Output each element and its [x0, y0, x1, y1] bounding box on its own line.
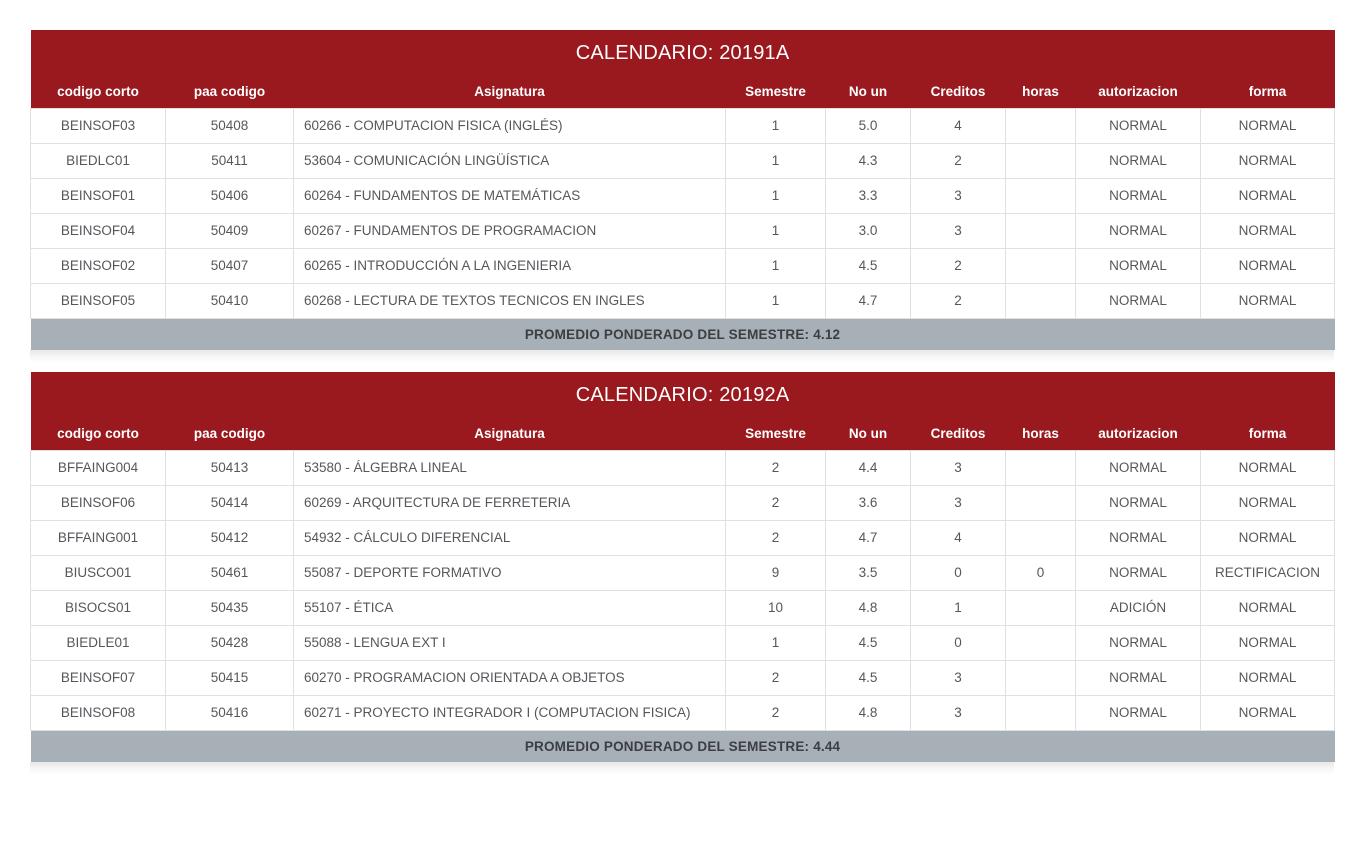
cell-horas — [1006, 450, 1076, 485]
cell-forma: NORMAL — [1201, 248, 1335, 283]
cell-horas — [1006, 695, 1076, 730]
cell-no-un: 5.0 — [826, 108, 911, 143]
cell-paa-codigo: 50435 — [166, 590, 294, 625]
cell-semestre: 1 — [726, 248, 826, 283]
column-header-autorizacion: autorizacion — [1076, 76, 1201, 108]
table-title: CALENDARIO: 20192A — [31, 372, 1335, 418]
cell-creditos: 3 — [911, 450, 1006, 485]
cell-no-un: 4.3 — [826, 143, 911, 178]
cell-forma: NORMAL — [1201, 485, 1335, 520]
calendar-tables-container — [30, 30, 1334, 775]
cell-semestre: 1 — [726, 108, 826, 143]
course-row — [31, 143, 1335, 178]
cell-codigo-corto: BFFAING004 — [31, 450, 166, 485]
cell-semestre: 2 — [726, 660, 826, 695]
cell-asignatura: 60268 - LECTURA DE TEXTOS TECNICOS EN INGLES — [294, 283, 726, 318]
course-row — [31, 248, 1335, 283]
cell-forma: NORMAL — [1201, 590, 1335, 625]
semester-average-footer: PROMEDIO PONDERADO DEL SEMESTRE: 4.12 — [31, 318, 1335, 350]
cell-no-un: 4.4 — [826, 450, 911, 485]
cell-codigo-corto: BIEDLE01 — [31, 625, 166, 660]
course-row — [31, 660, 1335, 695]
cell-asignatura: 60267 - FUNDAMENTOS DE PROGRAMACION — [294, 213, 726, 248]
cell-asignatura: 60266 - COMPUTACION FISICA (INGLÉS) — [294, 108, 726, 143]
cell-forma: NORMAL — [1201, 695, 1335, 730]
cell-asignatura: 55088 - LENGUA EXT I — [294, 625, 726, 660]
cell-forma: NORMAL — [1201, 520, 1335, 555]
cell-forma: RECTIFICACION — [1201, 555, 1335, 590]
cell-asignatura: 60269 - ARQUITECTURA DE FERRETERIA — [294, 485, 726, 520]
cell-autorizacion: NORMAL — [1076, 555, 1201, 590]
calendar-table — [30, 372, 1335, 762]
cell-autorizacion: NORMAL — [1076, 108, 1201, 143]
cell-semestre: 1 — [726, 143, 826, 178]
cell-horas — [1006, 625, 1076, 660]
cell-autorizacion: NORMAL — [1076, 660, 1201, 695]
column-header-forma: forma — [1201, 76, 1335, 108]
cell-autorizacion: NORMAL — [1076, 248, 1201, 283]
course-row — [31, 283, 1335, 318]
cell-codigo-corto: BEINSOF02 — [31, 248, 166, 283]
cell-codigo-corto: BEINSOF04 — [31, 213, 166, 248]
cell-no-un: 4.5 — [826, 625, 911, 660]
column-header-autorizacion: autorizacion — [1076, 418, 1201, 450]
column-header-paa-codigo: paa codigo — [166, 418, 294, 450]
cell-codigo-corto: BEINSOF05 — [31, 283, 166, 318]
cell-no-un: 4.7 — [826, 283, 911, 318]
course-row — [31, 485, 1335, 520]
cell-no-un: 3.5 — [826, 555, 911, 590]
column-header-semestre: Semestre — [726, 418, 826, 450]
cell-creditos: 3 — [911, 695, 1006, 730]
cell-forma: NORMAL — [1201, 213, 1335, 248]
cell-no-un: 3.0 — [826, 213, 911, 248]
cell-codigo-corto: BFFAING001 — [31, 520, 166, 555]
cell-forma: NORMAL — [1201, 108, 1335, 143]
cell-codigo-corto: BIEDLC01 — [31, 143, 166, 178]
cell-creditos: 2 — [911, 143, 1006, 178]
cell-no-un: 4.8 — [826, 590, 911, 625]
column-header-paa-codigo: paa codigo — [166, 76, 294, 108]
table-bottom-shadow — [30, 350, 1334, 363]
cell-autorizacion: NORMAL — [1076, 283, 1201, 318]
column-header-asignatura: Asignatura — [294, 418, 726, 450]
cell-horas — [1006, 213, 1076, 248]
course-row — [31, 555, 1335, 590]
column-header-semestre: Semestre — [726, 76, 826, 108]
cell-asignatura: 55107 - ÉTICA — [294, 590, 726, 625]
cell-horas — [1006, 485, 1076, 520]
cell-semestre: 2 — [726, 450, 826, 485]
course-row — [31, 625, 1335, 660]
course-row — [31, 108, 1335, 143]
cell-paa-codigo: 50461 — [166, 555, 294, 590]
cell-codigo-corto: BEINSOF03 — [31, 108, 166, 143]
column-header-codigo-corto: codigo corto — [31, 76, 166, 108]
cell-forma: NORMAL — [1201, 660, 1335, 695]
cell-creditos: 2 — [911, 283, 1006, 318]
cell-semestre: 1 — [726, 625, 826, 660]
cell-horas — [1006, 143, 1076, 178]
cell-creditos: 4 — [911, 520, 1006, 555]
cell-asignatura: 55087 - DEPORTE FORMATIVO — [294, 555, 726, 590]
cell-horas — [1006, 660, 1076, 695]
cell-semestre: 1 — [726, 178, 826, 213]
cell-autorizacion: NORMAL — [1076, 178, 1201, 213]
cell-paa-codigo: 50412 — [166, 520, 294, 555]
cell-creditos: 1 — [911, 590, 1006, 625]
title-row — [31, 30, 1335, 76]
cell-paa-codigo: 50408 — [166, 108, 294, 143]
course-row — [31, 450, 1335, 485]
cell-creditos: 0 — [911, 555, 1006, 590]
column-header-forma: forma — [1201, 418, 1335, 450]
summary-row — [31, 730, 1335, 762]
cell-creditos: 2 — [911, 248, 1006, 283]
cell-asignatura: 60264 - FUNDAMENTOS DE MATEMÁTICAS — [294, 178, 726, 213]
summary-row — [31, 318, 1335, 350]
cell-autorizacion: NORMAL — [1076, 520, 1201, 555]
title-row — [31, 372, 1335, 418]
cell-asignatura: 60271 - PROYECTO INTEGRADOR I (COMPUTACION FISICA) — [294, 695, 726, 730]
cell-autorizacion: NORMAL — [1076, 625, 1201, 660]
calendar-table-section — [30, 372, 1334, 775]
cell-creditos: 3 — [911, 178, 1006, 213]
course-rows — [31, 108, 1335, 318]
cell-horas — [1006, 520, 1076, 555]
cell-forma: NORMAL — [1201, 178, 1335, 213]
column-header-horas: horas — [1006, 418, 1076, 450]
cell-codigo-corto: BEINSOF08 — [31, 695, 166, 730]
cell-no-un: 3.3 — [826, 178, 911, 213]
cell-autorizacion: NORMAL — [1076, 143, 1201, 178]
cell-semestre: 1 — [726, 283, 826, 318]
table-title: CALENDARIO: 20191A — [31, 30, 1335, 76]
column-header-horas: horas — [1006, 76, 1076, 108]
column-header-row — [31, 76, 1335, 108]
cell-paa-codigo: 50411 — [166, 143, 294, 178]
cell-paa-codigo: 50428 — [166, 625, 294, 660]
cell-asignatura: 53604 - COMUNICACIÓN LINGÜÍSTICA — [294, 143, 726, 178]
cell-paa-codigo: 50410 — [166, 283, 294, 318]
cell-no-un: 4.5 — [826, 660, 911, 695]
cell-paa-codigo: 50407 — [166, 248, 294, 283]
cell-codigo-corto: BEINSOF06 — [31, 485, 166, 520]
cell-paa-codigo: 50406 — [166, 178, 294, 213]
cell-no-un: 4.7 — [826, 520, 911, 555]
cell-creditos: 3 — [911, 485, 1006, 520]
cell-semestre: 10 — [726, 590, 826, 625]
cell-paa-codigo: 50409 — [166, 213, 294, 248]
cell-horas — [1006, 248, 1076, 283]
cell-horas — [1006, 108, 1076, 143]
cell-autorizacion: NORMAL — [1076, 213, 1201, 248]
cell-horas: 0 — [1006, 555, 1076, 590]
cell-paa-codigo: 50413 — [166, 450, 294, 485]
cell-creditos: 3 — [911, 660, 1006, 695]
column-header-creditos: Creditos — [911, 76, 1006, 108]
cell-forma: NORMAL — [1201, 625, 1335, 660]
table-bottom-shadow — [30, 762, 1334, 775]
column-header-row — [31, 418, 1335, 450]
course-rows — [31, 450, 1335, 730]
cell-forma: NORMAL — [1201, 450, 1335, 485]
course-row — [31, 520, 1335, 555]
course-row — [31, 178, 1335, 213]
cell-codigo-corto: BISOCS01 — [31, 590, 166, 625]
cell-no-un: 3.6 — [826, 485, 911, 520]
cell-asignatura: 60270 - PROGRAMACION ORIENTADA A OBJETOS — [294, 660, 726, 695]
cell-semestre: 2 — [726, 695, 826, 730]
cell-autorizacion: ADICIÓN — [1076, 590, 1201, 625]
cell-asignatura: 54932 - CÁLCULO DIFERENCIAL — [294, 520, 726, 555]
column-header-creditos: Creditos — [911, 418, 1006, 450]
cell-forma: NORMAL — [1201, 143, 1335, 178]
cell-asignatura: 53580 - ÁLGEBRA LINEAL — [294, 450, 726, 485]
cell-creditos: 4 — [911, 108, 1006, 143]
semester-average-footer: PROMEDIO PONDERADO DEL SEMESTRE: 4.44 — [31, 730, 1335, 762]
cell-horas — [1006, 178, 1076, 213]
cell-semestre: 1 — [726, 213, 826, 248]
cell-semestre: 9 — [726, 555, 826, 590]
column-header-asignatura: Asignatura — [294, 76, 726, 108]
cell-no-un: 4.8 — [826, 695, 911, 730]
cell-semestre: 2 — [726, 520, 826, 555]
calendar-table-section — [30, 30, 1334, 363]
cell-forma: NORMAL — [1201, 283, 1335, 318]
cell-autorizacion: NORMAL — [1076, 695, 1201, 730]
cell-codigo-corto: BIUSCO01 — [31, 555, 166, 590]
cell-codigo-corto: BEINSOF01 — [31, 178, 166, 213]
cell-creditos: 3 — [911, 213, 1006, 248]
course-row — [31, 213, 1335, 248]
cell-horas — [1006, 590, 1076, 625]
cell-paa-codigo: 50416 — [166, 695, 294, 730]
cell-paa-codigo: 50414 — [166, 485, 294, 520]
cell-horas — [1006, 283, 1076, 318]
cell-codigo-corto: BEINSOF07 — [31, 660, 166, 695]
column-header-no-un: No un — [826, 76, 911, 108]
cell-no-un: 4.5 — [826, 248, 911, 283]
cell-autorizacion: NORMAL — [1076, 485, 1201, 520]
calendar-table — [30, 30, 1335, 350]
column-header-codigo-corto: codigo corto — [31, 418, 166, 450]
cell-paa-codigo: 50415 — [166, 660, 294, 695]
course-row — [31, 695, 1335, 730]
course-row — [31, 590, 1335, 625]
cell-asignatura: 60265 - INTRODUCCIÓN A LA INGENIERIA — [294, 248, 726, 283]
cell-autorizacion: NORMAL — [1076, 450, 1201, 485]
column-header-no-un: No un — [826, 418, 911, 450]
cell-creditos: 0 — [911, 625, 1006, 660]
cell-semestre: 2 — [726, 485, 826, 520]
